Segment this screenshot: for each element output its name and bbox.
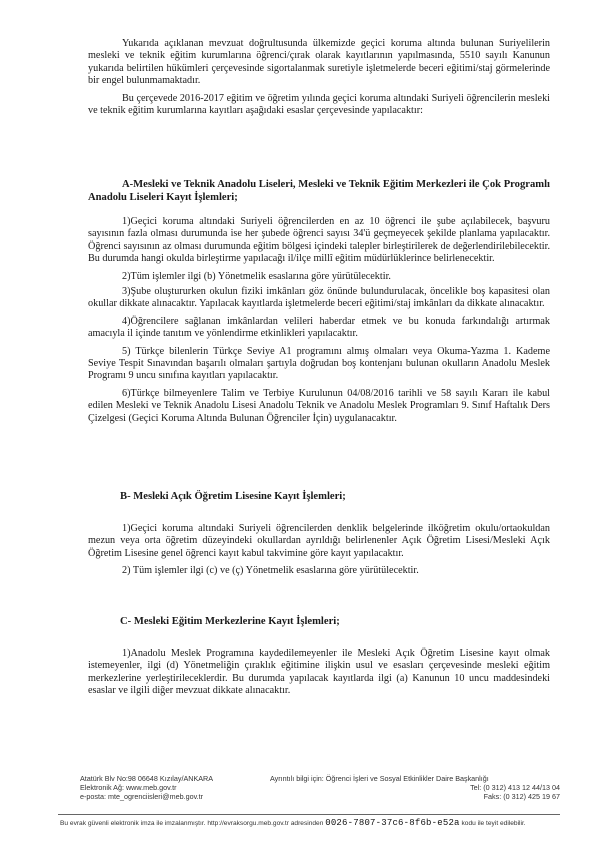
footer-address: Atatürk Blv No:98 06648 Kızılay/ANKARA: [80, 774, 214, 783]
section-c-items: [88, 648, 550, 703]
footer-email: e-posta: mte_ogrenciisleri@meb.gov.tr: [80, 792, 204, 801]
footer-tel: Tel: (0 312) 413 12 44/13 04: [470, 783, 560, 792]
footer-divider: [58, 814, 560, 815]
verification-code: 0026-7807-37c6-8f6b-e52a: [325, 818, 460, 828]
section-a-items: [88, 216, 550, 430]
footer-web: Elektronik Ağ: www.meb.gov.tr: [80, 783, 177, 792]
section-a-item-1: 1)Geçici koruma altındaki Suriyeli öğrencilerden en az 10 öğrenci ile şube açılabilecek, başvuru sayısının fazla olması durumunda ise her şubede öğrenci sayısı 34'ü geçmeyecek şekilde planlama yapılacaktır. Öğrenci sayısının az olması durumunda eğitim bölgesi içindeki talepler birleştirilerek de değerlendirilebilecektir. Bu durumda hangi okulda birleştirme yapılacağı il/ilçe millî eğitim müdürlüklerince belirlenecektir.: [88, 216, 550, 265]
verification-line: [60, 818, 580, 828]
intro-paragraph-1: Yukarıda açıklanan mevzuat doğrultusunda ülkemizde geçici koruma altında bulunan Suriyelilerin mesleki ve teknik eğitim kurumlarına öğrenci/çırak olarak kayıtlarının yapılmasında, 5510 sayılı Kanunun yukarıda belirtilen hükümleri çerçevesinde sigortalanmak suretiyle işletmelerde beceri eğitimi/staj görmelerinde bir engel bulunmamaktadır.: [88, 38, 550, 87]
section-b-heading: B- Mesleki Açık Öğretim Lisesine Kayıt İşlemleri;: [120, 491, 346, 502]
section-a-item-6: 6)Türkçe bilmeyenlere Talim ve Terbiye Kurulunun 04/08/2016 tarihli ve 58 sayılı Kararı ile kabul edilen Mesleki ve Teknik Anadolu Lisesi Anadolu Teknik ve Anadolu Meslek Programları 9. Sınıf Haftalık Ders Çizelgesi (Geçici Koruma Altında Bulunan Öğrenciler İçin) uygulanacaktır.: [88, 387, 550, 424]
footer-address-block: [80, 774, 280, 801]
section-b-item-1: 1)Geçici koruma altındaki Suriyeli öğrencilerden denklik belgelerinde ilköğretim okulu/ortaokuldan mezun veya orta öğretim düzeyindeki okullardan ayrıldığı belirlenenler Açık Öğretim Lisesi/Mesleki Açık Öğretim Lisesine genel öğrenci kayıt kabul takvimine göre kayıt yapılacaktır.: [88, 523, 550, 559]
section-c: [88, 615, 550, 628]
intro-paragraph-2: Bu çerçevede 2016-2017 eğitim ve öğretim yılında geçici koruma altındaki Suriyeli öğrencilerin mesleki ve teknik eğitim kurumlarına kayıtları aşağıdaki esaslar çerçevesinde yapılacaktır:: [88, 92, 550, 117]
section-b-item-2: 2) Tüm işlemler ilgi (c) ve (ç) Yönetmelik esaslarına göre yürütülecektir.: [122, 565, 419, 577]
footer-contact-block: [270, 774, 560, 801]
section-a: [88, 178, 550, 204]
footer-contact: Ayrıntılı bilgi için: Öğrenci İşleri ve Sosyal Etkinlikler Daire Başkanlığı: [270, 774, 489, 783]
section-c-heading: C- Mesleki Eğitim Merkezlerine Kayıt İşlemleri;: [120, 616, 340, 627]
section-a-item-4: 4)Öğrencilere sağlanan imkânlardan velileri haberdar etmek ve bu konuda farkındalığı artırmak amacıyla il içinde tanıtım ve yönlendirme etkinlikleri yapılacaktır.: [88, 315, 550, 340]
section-b-items: [88, 523, 550, 583]
section-a-item-5: 5) Türkçe bilenlerin Türkçe Seviye A1 programını almış olmaları veya Okuma-Yazma 1. Kademe Seviye Tespit Sınavından başarılı olmaları şartıyla doğrudan boş kontenjanı bulunan okulların Anadolu Meslek Programı 9 uncu sınıfına kayıtları yapılacaktır.: [88, 345, 550, 382]
section-a-item-2: 2)Tüm işlemler ilgi (b) Yönetmelik esaslarına göre yürütülecektir.: [122, 270, 391, 282]
verification-prefix: Bu evrak güvenli elektronik imza ile imzalanmıştır. http://evraksorgu.meb.gov.tr adresinden: [60, 820, 324, 827]
section-a-item-3: 3)Şube oluştururken okulun fiziki imkânları göz önünde bulundurulacak, öncelikle boş kapasitesi olan okullar dikkate alınacaktır. Yapılacak kayıtlarda işletmelerde beceri eğitimi/staj imkânları da dikkate alınacaktır.: [88, 286, 550, 310]
verification-suffix: kodu ile teyit edilebilir.: [461, 820, 526, 827]
intro-block: [88, 38, 550, 122]
section-c-item-1: 1)Anadolu Meslek Programına kaydedilemeyenler ile Mesleki Açık Öğretim Lisesine kayıt olmak istemeyenler, ilgi (d) Yönetmeliğin çıraklık eğitimine ilişkin usul ve esasları çerçevesinde mesleki eğitim merkezlerine yerleştirileceklerdir. Bu durumda yapılacak kayıtlarda ilgi (a) Kanunun 10 uncu maddesindeki esaslar ve ilgili diğer mevzuat dikkate alınacaktır.: [88, 648, 550, 697]
section-a-heading: A-Mesleki ve Teknik Anadolu Liseleri, Mesleki ve Teknik Eğitim Merkezleri ile Çok Programlı Anadolu Liseleri Kayıt İşlemleri;: [88, 179, 550, 203]
section-b: [88, 490, 550, 503]
footer-fax: Faks: (0 312) 425 19 67: [483, 792, 560, 801]
